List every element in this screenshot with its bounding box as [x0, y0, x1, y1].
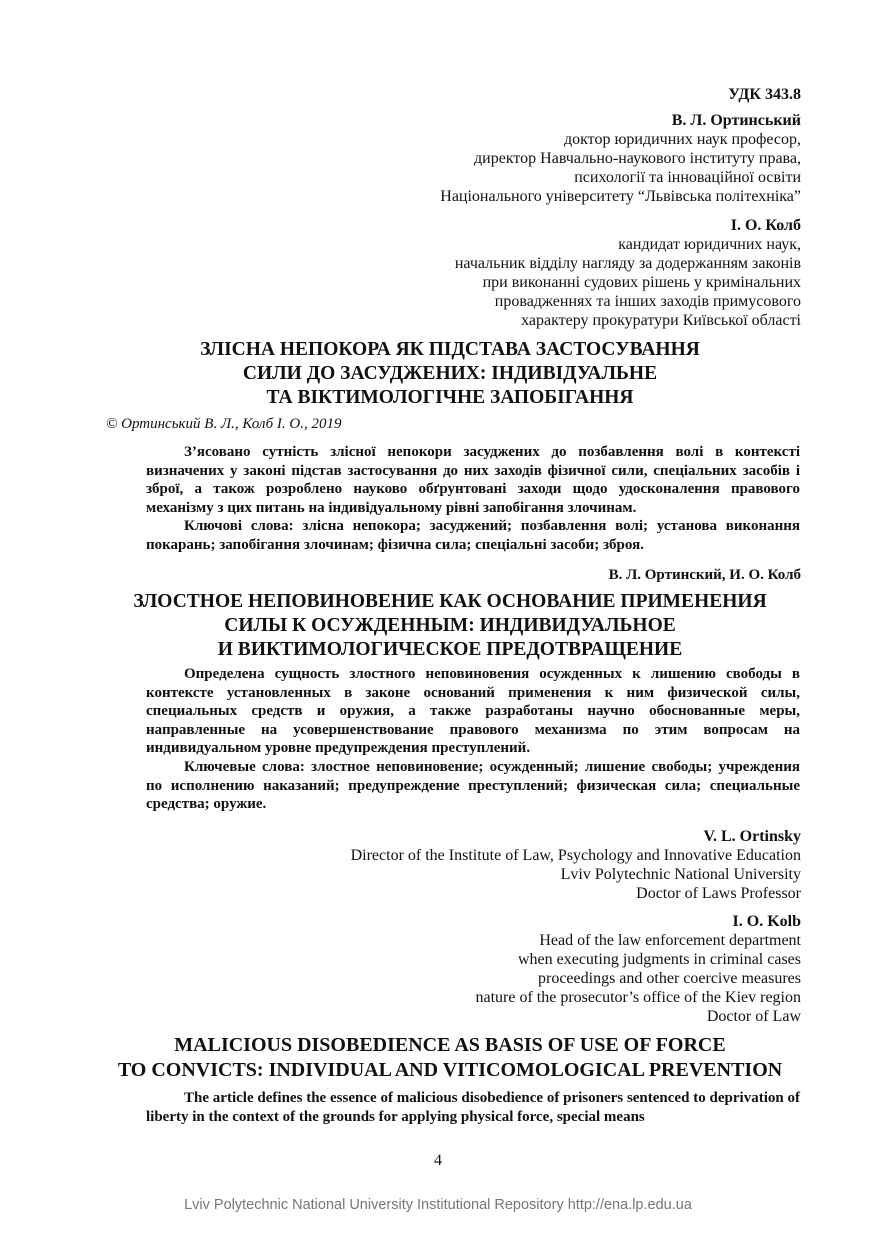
title-line: СИЛЫ К ОСУЖДЕННЫМ: ИНДИВИДУАЛЬНОЕ: [224, 615, 676, 636]
title-ua: [100, 338, 800, 410]
title-line: ЗЛІСНА НЕПОКОРА ЯК ПІДСТАВА ЗАСТОСУВАННЯ: [200, 339, 700, 360]
abstract-text: Определена сущность злостного неповиновения осужденных к лишению свободы в контексте установленных в законе оснований применения к ним физической силы, специальных средств и оружия, а также разработаны научно обоснованные меры, направленные на усовершенствование правового механизма по этим вопросам на индивидуальном уровне предупреждения преступлений.: [146, 666, 800, 757]
author-name: V. L. Ortinsky: [703, 828, 801, 845]
abstract-ua: [146, 443, 800, 555]
author-affiliation-line: начальник відділу нагляду за додержанням законів: [454, 255, 801, 272]
title-line: MALICIOUS DISOBEDIENCE AS BASIS OF USE OF FORCE: [174, 1034, 726, 1056]
title-en: [80, 1033, 820, 1083]
author-affiliation-line: кандидат юридичних наук,: [618, 236, 801, 253]
author-affiliation-line: Lviv Polytechnic National University: [560, 866, 801, 883]
title-line: ЗЛОСТНОЕ НЕПОВИНОВЕНИЕ КАК ОСНОВАНИЕ ПРИМЕНЕНИЯ: [133, 591, 767, 612]
title-ru: [70, 590, 830, 662]
author-affiliation-line: nature of the prosecutor’s office of the Kiev region: [475, 989, 801, 1006]
author-affiliation-line: Doctor of Laws Professor: [636, 885, 801, 902]
author-affiliation-line: при виконанні судових рішень у кримінальних: [482, 274, 801, 291]
author-en-1: [351, 827, 801, 903]
copyright-notice: © Ортинський В. Л., Колб І. О., 2019: [106, 416, 342, 432]
udk-code: УДК 343.8: [728, 86, 801, 103]
author-affiliation-line: Head of the law enforcement department: [539, 932, 801, 949]
authors-ru: В. Л. Ортинский, И. О. Колб: [608, 567, 801, 583]
keywords-text: Ключевые слова: злостное неповиновение; осужденный; лишение свободы; учреждения по исполнению наказаний; предупреждение преступлений; физическая сила; специальные средства; оружие.: [146, 758, 800, 813]
author-affiliation-line: Director of the Institute of Law, Psychology and Innovative Education: [350, 847, 801, 864]
author-name: І. О. Колб: [730, 217, 801, 234]
author-affiliation-line: директор Навчально-наукового інституту права,: [474, 150, 801, 167]
author-en-2: [475, 912, 801, 1026]
abstract-text: З’ясовано сутність злісної непокори засуджених до позбавлення волі в контексті визначених у законі підстав застосування до них заходів фізичної сили, спеціальних засобів і зброї, а також розроблено науково обґрунтовані заходи щодо удосконалення правового механізму з цих питань на індивідуальному рівні запобігання злочинам.: [146, 444, 800, 516]
author-ua-1: [440, 111, 801, 206]
abstract-ru: [146, 665, 800, 814]
abstract-en: [146, 1089, 800, 1126]
author-name: В. Л. Ортинський: [671, 112, 801, 129]
author-ua-2: [455, 216, 801, 330]
author-name: I. O. Kolb: [732, 913, 801, 930]
title-line: И ВИКТИМОЛОГИЧЕСКОЕ ПРЕДОТВРАЩЕНИЕ: [217, 639, 683, 660]
keywords-text: Ключові слова: злісна непокора; засуджений; позбавлення волі; установа виконання покарань; запобігання злочинам; фізична сила; спеціальні засоби; зброя.: [146, 518, 800, 553]
abstract-text: The article defines the essence of malicious disobedience of prisoners sentenced to deprivation of liberty in the context of the grounds for applying physical force, special means: [146, 1090, 800, 1125]
author-affiliation-line: характеру прокуратури Київської області: [521, 312, 801, 329]
author-affiliation-line: when executing judgments in criminal cases: [517, 951, 801, 968]
title-line: ТА ВІКТИМОЛОГІЧНЕ ЗАПОБІГАННЯ: [266, 387, 634, 408]
author-affiliation-line: доктор юридичних наук професор,: [563, 131, 801, 148]
author-affiliation-line: proceedings and other coercive measures: [538, 970, 801, 987]
title-line: СИЛИ ДО ЗАСУДЖЕНИХ: ІНДИВІДУАЛЬНЕ: [242, 363, 658, 384]
author-affiliation-line: Національного університету “Львівська політехніка”: [440, 188, 801, 205]
repository-footer: Lviv Polytechnic National University Institutional Repository http://ena.lp.edu.ua: [184, 1197, 692, 1213]
title-line: TO CONVICTS: INDIVIDUAL AND VITICOMOLOGICAL PREVENTION: [117, 1059, 783, 1081]
author-affiliation-line: Doctor of Law: [706, 1008, 801, 1025]
page-number: 4: [434, 1152, 442, 1169]
author-affiliation-line: провадженнях та інших заходів примусового: [494, 293, 801, 310]
author-affiliation-line: психології та інноваційної освіти: [574, 169, 801, 186]
